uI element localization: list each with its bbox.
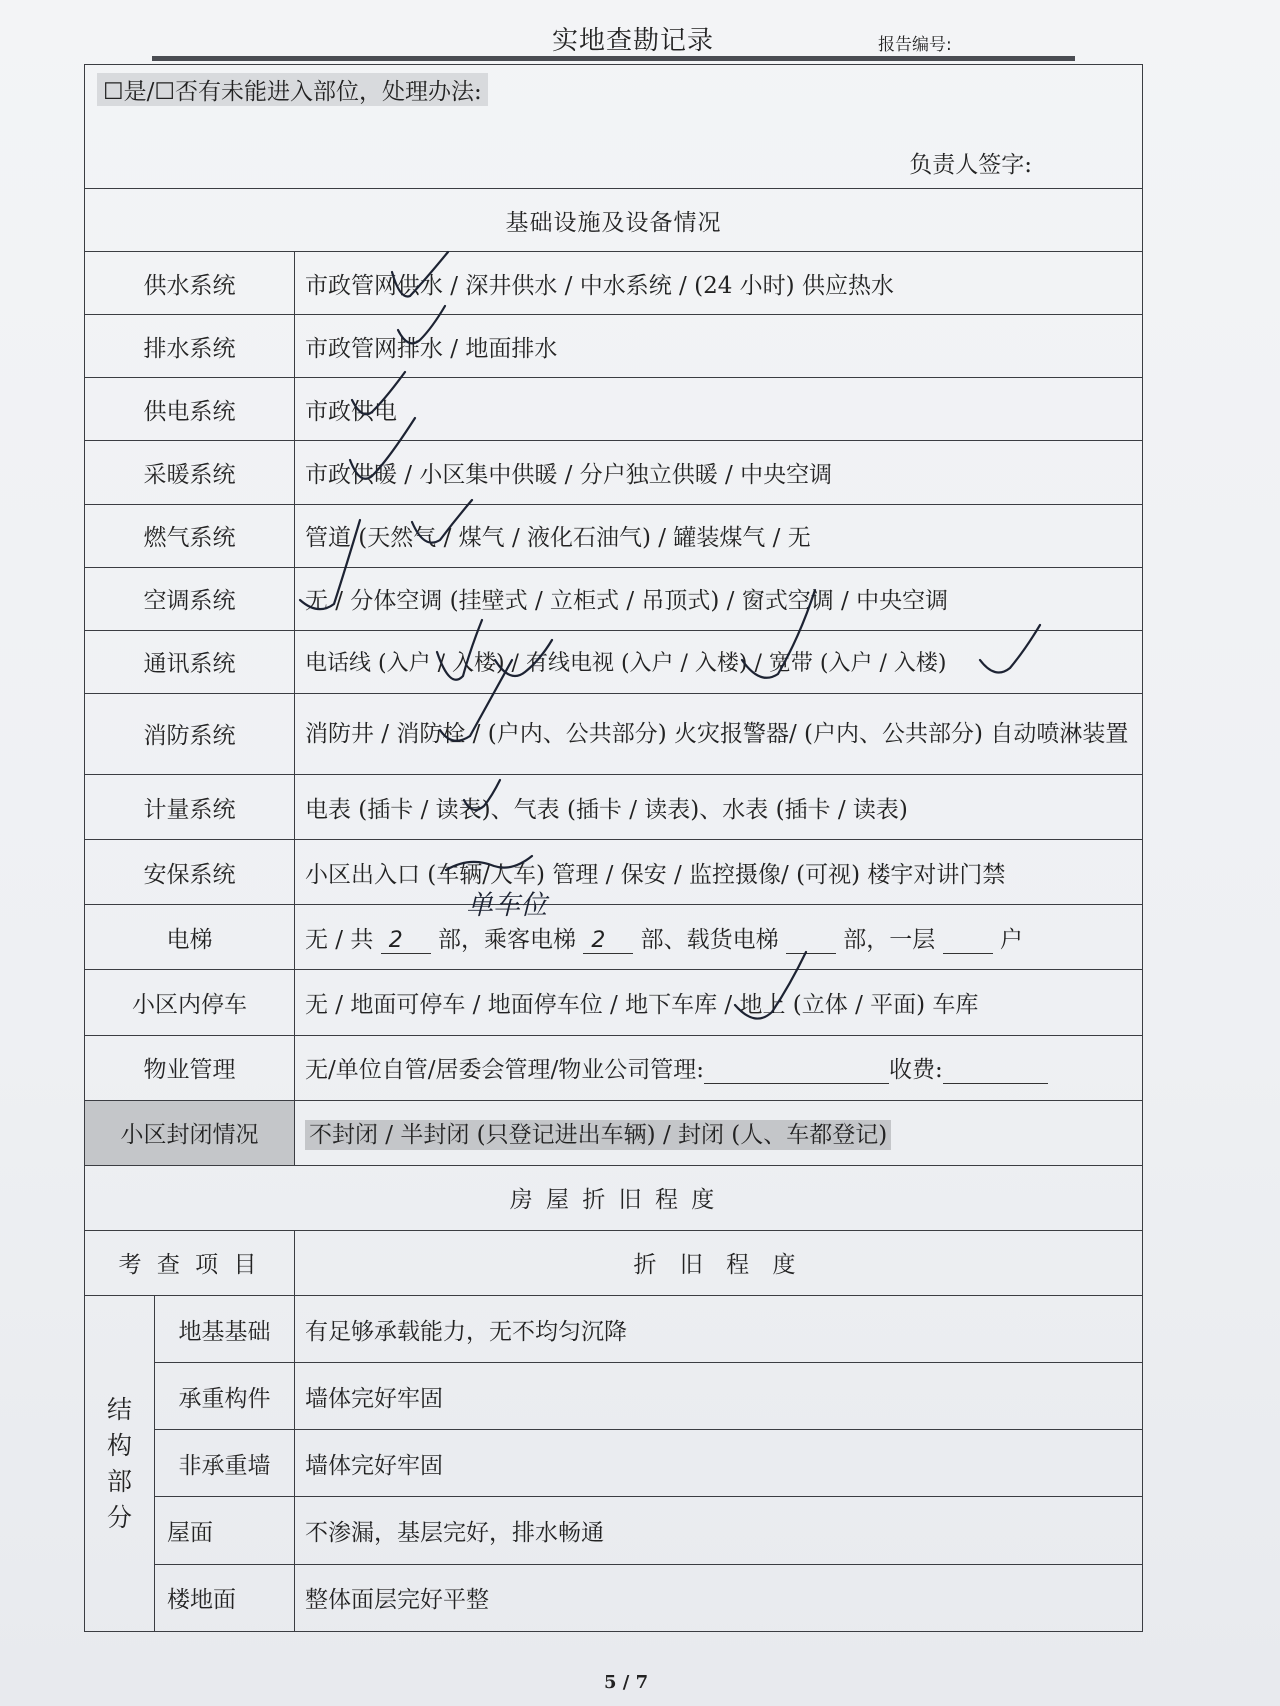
table-row (85, 315, 1143, 378)
row-label: 小区内停车 (85, 970, 295, 1035)
elevator-text: 部，乘客电梯 (438, 926, 576, 953)
elevator-content (295, 905, 1143, 970)
handwritten-note: 单车位 (466, 890, 547, 921)
table-row (85, 252, 1143, 315)
row-label: 供电系统 (85, 378, 295, 441)
elevator-text: 部，一层 (843, 926, 936, 953)
freight-elevator-blank (786, 927, 836, 954)
table-row (85, 567, 1143, 630)
fee-blank (943, 1057, 1048, 1084)
row-label: 非承重墙 (155, 1430, 295, 1497)
row-label: 楼地面 (155, 1564, 295, 1631)
row-content: 有足够承载能力，无不均匀沉降 (295, 1296, 1143, 1363)
row-content: 电话线 (入户 / 入楼) / 有线电视 (入户 / 入楼) / 宽带 (入户 / 入楼) (295, 630, 1143, 693)
row-label: 消防系统 (85, 693, 295, 774)
closure-content (295, 1100, 1143, 1165)
table-row (85, 504, 1143, 567)
table-row (85, 1100, 1143, 1165)
row-label: 空调系统 (85, 567, 295, 630)
row-content: 墙体完好牢固 (295, 1430, 1143, 1497)
units-per-floor-blank (943, 927, 993, 954)
report-number-label: 报告编号: (878, 35, 952, 55)
row-content: 市政管网排水 / 地面排水 (295, 315, 1143, 378)
fee-label: 收费: (889, 1057, 943, 1084)
closure-options: 不封闭 / 半封闭 (只登记进出车辆) / 封闭 (人、车都登记) (305, 1120, 891, 1150)
row-content: 小区出入口 (车辆/人车) 管理 / 保安 / 监控摄像/ (可视) 楼宇对讲门禁 (295, 840, 1143, 905)
elevator-text: 无 / 共 (305, 926, 374, 953)
column-header-item: 考 查 项 目 (85, 1230, 295, 1295)
inaccessible-areas-cell (85, 65, 1143, 189)
row-label: 排水系统 (85, 315, 295, 378)
row-label: 承重构件 (155, 1363, 295, 1430)
page-title: 实地查勘记录 (552, 26, 715, 56)
row-label: 计量系统 (85, 775, 295, 840)
elevator-text: 户 (999, 926, 1023, 953)
table-row (85, 1363, 1143, 1430)
table-row (85, 840, 1143, 905)
facilities-section-title: 基础设施及设备情况 (85, 189, 1143, 252)
table-row (85, 970, 1143, 1035)
row-content: 整体面层完好平整 (295, 1564, 1143, 1631)
table-row (85, 1564, 1143, 1631)
row-label: 物业管理 (85, 1035, 295, 1100)
inaccessible-areas-question: ☐是/☐否有未能进入部位，处理办法: (97, 73, 488, 106)
property-content (295, 1035, 1143, 1100)
row-label: 电梯 (85, 905, 295, 970)
table-row (85, 693, 1143, 774)
table-row (85, 630, 1143, 693)
row-label: 屋面 (155, 1497, 295, 1564)
table-row (85, 378, 1143, 441)
survey-form-table (84, 64, 1143, 1632)
row-content: 电表 (插卡 / 读表)、气表 (插卡 / 读表)、水表 (插卡 / 读表) (295, 775, 1143, 840)
row-content: 市政供电 (295, 378, 1143, 441)
table-row (85, 775, 1143, 840)
table-row (85, 1035, 1143, 1100)
row-label: 小区封闭情况 (85, 1100, 295, 1165)
row-label: 采暖系统 (85, 441, 295, 504)
table-row (85, 441, 1143, 504)
row-content: 管道 (天然气 / 煤气 / 液化石油气) / 罐装煤气 / 无 (295, 504, 1143, 567)
row-content: 消防井 / 消防栓 / (户内、公共部分) 火灾报警器/ (户内、公共部分) 自动喷淋装置 (295, 693, 1143, 774)
depreciation-section-title: 房 屋 折 旧 程 度 (85, 1165, 1143, 1230)
property-company-blank (704, 1057, 889, 1084)
header-rule (152, 56, 1075, 61)
row-label: 安保系统 (85, 840, 295, 905)
column-header-degree: 折 旧 程 度 (295, 1230, 1143, 1295)
signature-label: 负责人签字: (909, 151, 1033, 178)
table-row (85, 1296, 1143, 1363)
row-label: 供水系统 (85, 252, 295, 315)
row-content: 墙体完好牢固 (295, 1363, 1143, 1430)
table-row (85, 1430, 1143, 1497)
row-content: 无 / 地面可停车 / 地面停车位 / 地下车库 / 地上 (立体 / 平面) 车库 (295, 970, 1143, 1035)
elevator-text: 部、载货电梯 (640, 926, 779, 953)
property-options: 无/单位自管/居委会管理/物业公司管理: (305, 1057, 704, 1084)
structure-group-label: 结构部分 (85, 1296, 155, 1632)
table-row (85, 1497, 1143, 1564)
elevator-total-count: 2 (381, 927, 431, 954)
row-content: 市政供暖 / 小区集中供暖 / 分户独立供暖 / 中央空调 (295, 441, 1143, 504)
passenger-elevator-count: 2 (583, 927, 633, 954)
page-number: 5 / 7 (604, 1672, 649, 1693)
row-content: 市政管网供水 / 深井供水 / 中水系统 / (24 小时) 供应热水 (295, 252, 1143, 315)
row-label: 燃气系统 (85, 504, 295, 567)
row-content: 无 / 分体空调 (挂壁式 / 立柜式 / 吊顶式) / 窗式空调 / 中央空调 (295, 567, 1143, 630)
row-label: 地基基础 (155, 1296, 295, 1363)
table-row (85, 905, 1143, 970)
row-content: 不渗漏，基层完好，排水畅通 (295, 1497, 1143, 1564)
row-label: 通讯系统 (85, 630, 295, 693)
